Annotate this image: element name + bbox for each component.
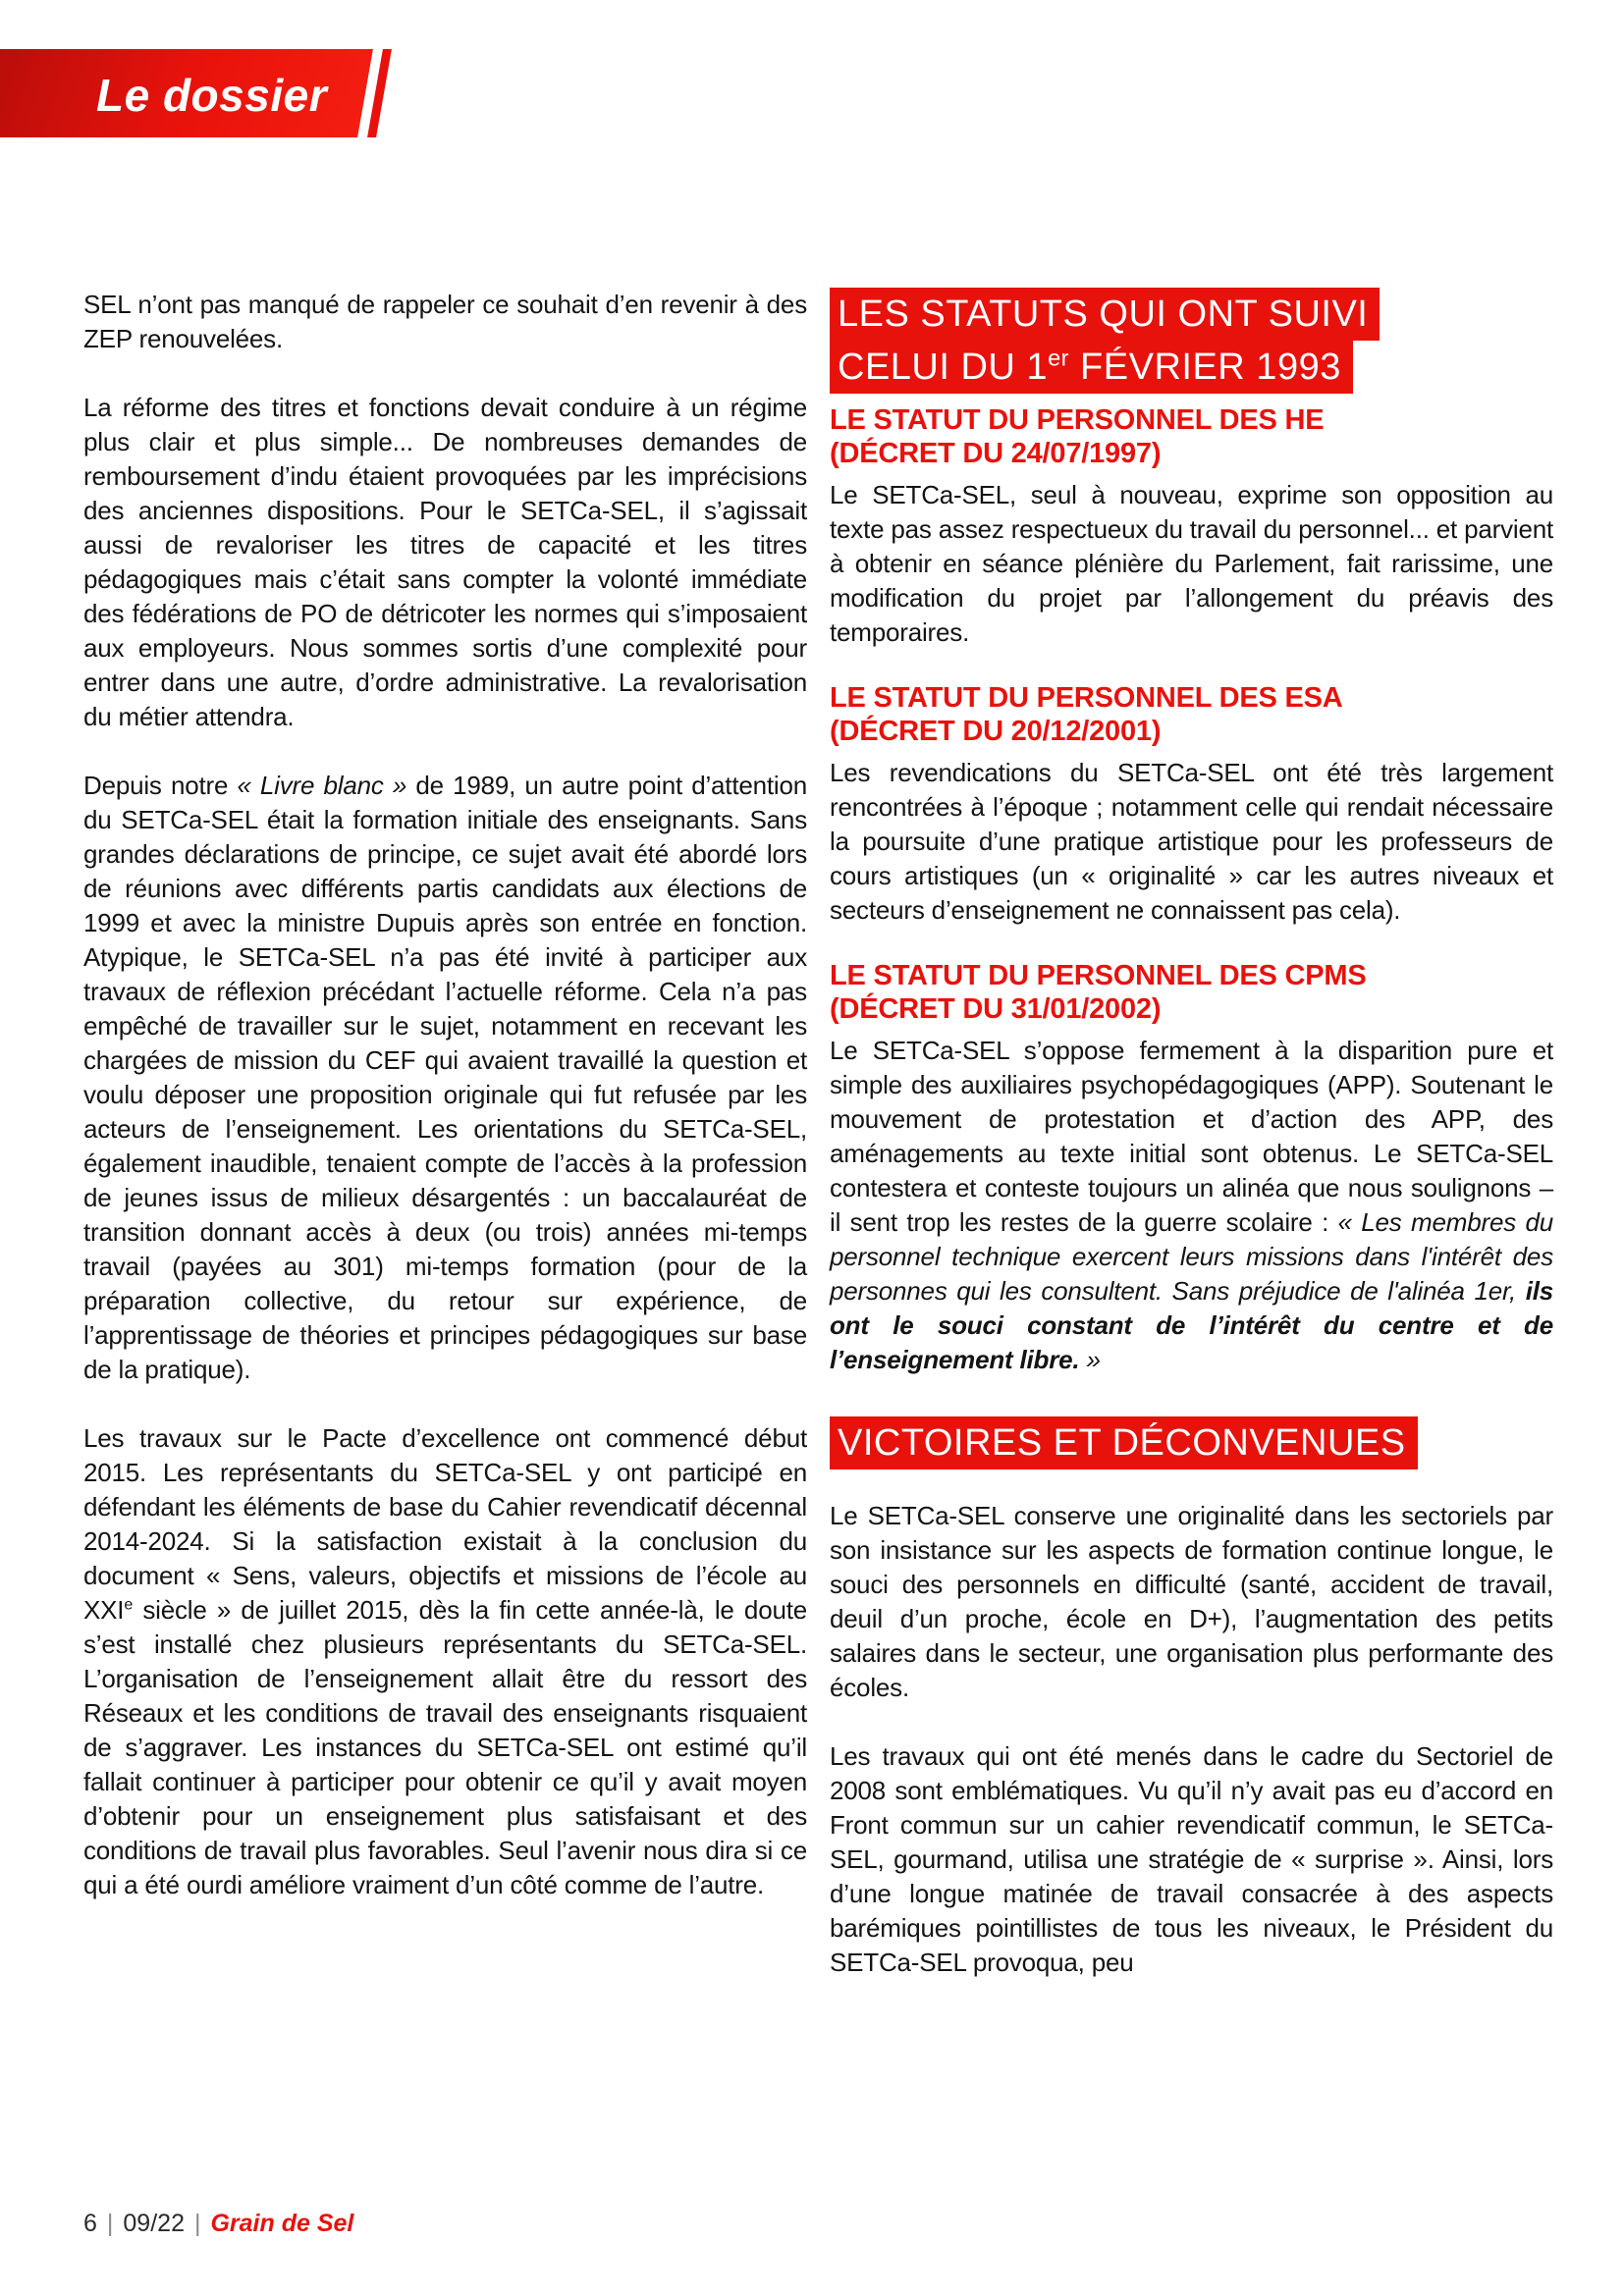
section-title-line2: (DÉCRET DU 24/07/1997): [830, 438, 1162, 469]
statuts-heading-line1: LES STATUTS QUI ONT SUIVI: [830, 288, 1380, 341]
dossier-banner-stripe: [367, 49, 392, 137]
paragraph-text: de 1989, un autre point d’attention du SETCa-SEL était la formation initiale des enseignants. Sans grandes déclarations de principe, ce sujet avait été abordé lors de réunions avec différents partis candidats aux élections de 1999 et avec la ministre Dupuis après son entrée en fonction. Atypique, le SETCa-SEL n’a pas été invité à participer aux travaux de réflexion précédant l’actuelle réforme. Cela n’a pas empêché de travailler sur le sujet, notamment en recevant les chargées de mission du CEF qui avaient travaillé la question et voulu déposer une proposition originale qui fut refusée par les acteurs de l’enseignement. Les orientations du SETCa-SEL, également inaudible, tenaient compte de l’accès à la profession de jeunes issus de milieux désargentés : un baccalauréat de transition donnant accès à deux (ou trois) années mi-temps travail (payées au 301) mi-temps formation (pour de la préparation collective, du retour sur expérience, de l’apprentissage de théories et principes pédagogiques sur base de la pratique).: [83, 771, 807, 1384]
paragraph-reforme-titres: La réforme des titres et fonctions devait conduire à un régime plus clair et plus simple... De nombreuses demandes de remboursement d’indu étaient provoquées par les imprécisions des anciennes dispositions. Pour le SETCa-SEL, il s’agissait aussi de revaloriser les titres de capacité et les titres pédagogiques mais c’était sans compter la volonté immédiate des fédérations de PO de détricoter les normes qui s’imposaient aux employeurs. Nous sommes sortis d’une complexité pour entrer dans une autre, d’ordre administrative. La revalorisation du métier attendra.: [83, 393, 807, 731]
footer-page-number: 6: [83, 2210, 97, 2237]
italic-quote-close: »: [1079, 1345, 1101, 1374]
paragraph-text: Depuis notre: [83, 771, 238, 800]
heading-text: CELUI DU 1: [838, 347, 1049, 388]
italic-quote: « Les membres du personnel technique exercent leurs missions dans l'intérêt des personnes qui les consultent. Sans préjudice de l'alinéa 1er,: [830, 1207, 1553, 1306]
statuts-heading-line2: [830, 341, 1353, 394]
section-title-line1: LE STATUT DU PERSONNEL DES HE: [830, 404, 1325, 436]
paragraph-pacte-excellence: [83, 1421, 807, 1902]
left-column: [83, 288, 807, 1902]
footer-separator: |: [193, 2210, 201, 2237]
section-statut-esa: [830, 681, 1553, 928]
section-body: Les revendications du SETCa-SEL ont été très largement rencontrées à l’époque ; notamment celle qui rendait nécessaire la poursuite d’une pratique artistique pour les professeurs de cours artistiques (un « originalité » car les autres niveaux et secteurs d’enseignement ne connaissent pas cela).: [830, 758, 1553, 925]
dossier-banner-title: Le dossier: [96, 70, 328, 121]
italic-citation: « Livre blanc »: [237, 771, 407, 800]
paragraph-sectoriel-2008: Les travaux qui ont été menés dans le cadre du Sectoriel de 2008 sont emblématiques. Vu qu’il n’y avait pas eu d’accord en Front commun sur un cahier revendicatif commun, le SETCa-SEL, gourmand, utilisa une stratégie de « surprise ». Ainsi, lors d’une longue matinée de travail consacrée à des aspects barémiques pointillistes de tous les niveaux, le Président du SETCa-SEL provoqua, peu: [830, 1741, 1553, 1977]
paragraph-text: siècle » de juillet 2015, dès la fin cette année-là, le doute s’est installé chez plusieurs représentants du SETCa-SEL. L’organisation de l’enseignement allait être du ressort des Réseaux et les conditions de travail des enseignants risquaient de s’aggraver. Les instances du SETCa-SEL ont estimé qu’il fallait continuer à participer pour obtenir ce qu’il y avait moyen d’obtenir pour un enseignement plus satisfaisant et des conditions de travail plus favorables. Seul l’avenir nous dira si ce qui a été ourdi améliore vraiment d’un côté comme de l’autre.: [83, 1595, 807, 1899]
superscript-e: e: [124, 1595, 134, 1614]
victoires-heading-line: VICTOIRES ET DÉCONVENUES: [830, 1416, 1418, 1469]
section-title: [830, 681, 1553, 748]
superscript-er: er: [1048, 345, 1069, 371]
heading-text: FÉVRIER 1993: [1069, 347, 1341, 388]
paragraph-livre-blanc: [83, 769, 807, 1387]
statuts-heading: [830, 288, 1553, 394]
paragraph-text: Le SETCa-SEL s’oppose fermement à la disparition pure et simple des auxiliaires psychopédagogiques (APP). Soutenant le mouvement de protestation et d’action des APP, des aménagements au texte initial sont obtenus. Le SETCa-SEL contestera et conteste toujours un alinéa que nous soulignons – il sent trop les restes de la guerre scolaire :: [830, 1036, 1553, 1237]
section-body: [830, 1034, 1553, 1377]
section-title-line1: LE STATUT DU PERSONNEL DES ESA: [830, 682, 1343, 714]
section-title-line2: (DÉCRET DU 20/12/2001): [830, 716, 1162, 747]
section-title: [830, 403, 1553, 470]
paragraph-zep: SEL n’ont pas manqué de rappeler ce souhait d’en revenir à des ZEP renouvelées.: [83, 290, 807, 353]
paragraph-text: Les travaux sur le Pacte d’excellence ont commencé début 2015. Les représentants du SETCa-SEL y ont participé en défendant les éléments de base du Cahier revendicatif décennal 2014-2024. Si la satisfaction existait à la conclusion du document « Sens, valeurs, objectifs et missions de l’école au XXI: [83, 1423, 807, 1625]
section-title-line2: (DÉCRET DU 31/01/2002): [830, 993, 1162, 1025]
section-title-line1: LE STATUT DU PERSONNEL DES CPMS: [830, 960, 1367, 991]
dossier-banner: [0, 49, 393, 137]
section-title: [830, 959, 1553, 1026]
section-body: Le SETCa-SEL, seul à nouveau, exprime son opposition au texte pas assez respectueux du travail du personnel... et parvient à obtenir en séance plénière du Parlement, fait rarissime, une modification du projet par l’allongement du préavis des temporaires.: [830, 480, 1553, 647]
paragraph-originalite: Le SETCa-SEL conserve une originalité dans les sectoriels par son insistance sur les aspects de formation continue longue, le souci des personnels en difficulté (santé, accident de travail, deuil d’un proche, école en D+), l’augmentation des petits salaires dans le secteur, une organisation plus performante des écoles.: [830, 1501, 1553, 1702]
bold-italic-quote: ils ont le souci constant de l’intérêt du centre et de l’enseignement libre.: [830, 1276, 1553, 1374]
footer-separator: |: [106, 2210, 114, 2237]
section-statut-cpms: [830, 959, 1553, 1377]
section-statut-he: [830, 403, 1553, 650]
right-column: [830, 288, 1553, 1980]
victoires-heading: [830, 1416, 1553, 1469]
page-footer: [83, 2209, 353, 2238]
footer-magazine-title: Grain de Sel: [210, 2210, 354, 2237]
footer-issue: 09/22: [123, 2210, 185, 2237]
